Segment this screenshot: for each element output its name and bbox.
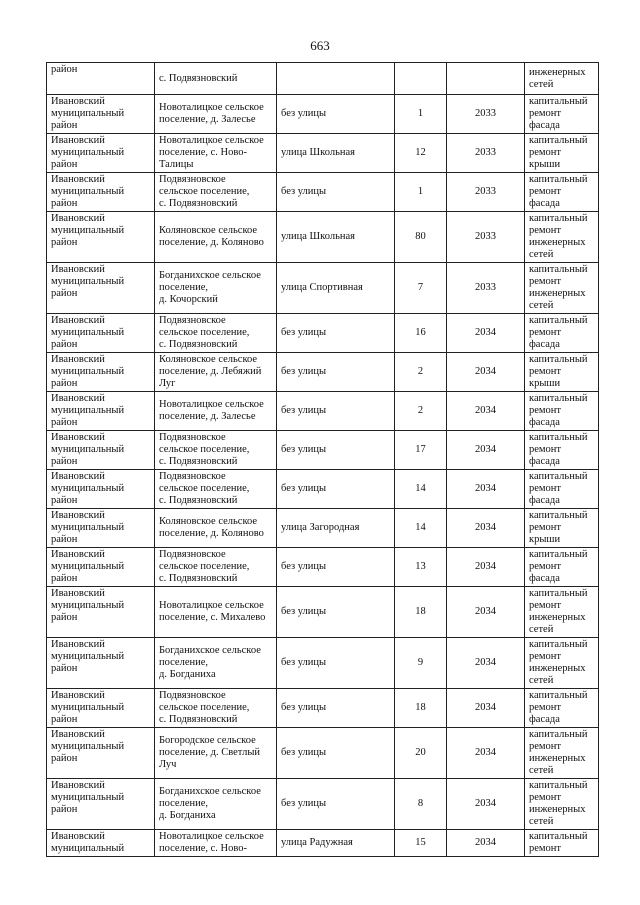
district-cell: [47, 548, 155, 587]
district-cell-text: Ивановский муниципальный район: [51, 471, 125, 506]
district-cell: [47, 587, 155, 638]
settlement-cell-text: Подвязновское сельское поселение, с. Подвязновский: [159, 432, 250, 467]
year-cell: [447, 431, 525, 470]
table-row: [47, 353, 599, 392]
house-number-cell: [395, 587, 447, 638]
district-cell: [47, 392, 155, 431]
work-type-cell-text: капитальный ремонт инженерных сетей: [529, 729, 588, 776]
street-cell-text: улица Радужная: [281, 837, 353, 848]
district-cell: [47, 431, 155, 470]
work-type-cell: [525, 95, 599, 134]
house-number-cell-text: 1: [417, 186, 424, 197]
table-row: [47, 63, 599, 95]
house-number-cell-text: 13: [415, 561, 426, 572]
street-cell: [277, 638, 395, 689]
year-cell: [447, 314, 525, 353]
table-row: [47, 689, 599, 728]
settlement-cell: [155, 314, 277, 353]
house-number-cell: [395, 353, 447, 392]
table-row: [47, 134, 599, 173]
settlement-cell: [155, 95, 277, 134]
table-row: [47, 587, 599, 638]
work-type-cell: [525, 830, 599, 857]
year-cell: [447, 509, 525, 548]
district-cell-text: Ивановский муниципальный район: [51, 729, 125, 764]
table-row: [47, 212, 599, 263]
year-cell-text: 2033: [475, 282, 496, 293]
street-cell-text: улица Школьная: [281, 231, 355, 242]
house-number-cell-text: 8: [417, 798, 424, 809]
street-cell: [277, 728, 395, 779]
year-cell: [447, 95, 525, 134]
district-cell-text: Ивановский муниципальный район: [51, 135, 125, 170]
house-number-cell-text: 20: [415, 747, 426, 758]
settlement-cell-text: Подвязновское сельское поселение, с. Подвязновский: [159, 549, 250, 584]
street-cell-text: без улицы: [281, 702, 327, 713]
settlement-cell: [155, 509, 277, 548]
year-cell-text: 2034: [475, 327, 496, 338]
year-cell-text: 2034: [475, 837, 496, 848]
year-cell: [447, 728, 525, 779]
house-number-cell: [395, 638, 447, 689]
work-type-cell: [525, 134, 599, 173]
work-type-cell-text: капитальный ремонт инженерных сетей: [529, 213, 588, 260]
house-number-cell: [395, 779, 447, 830]
house-number-cell: [395, 134, 447, 173]
street-cell: [277, 431, 395, 470]
table-row: [47, 314, 599, 353]
street-cell-text: без улицы: [281, 483, 327, 494]
district-cell: [47, 779, 155, 830]
table-row: [47, 431, 599, 470]
settlement-cell-text: Богданихское сельское поселение, д. Кочорский: [159, 270, 261, 305]
district-cell-text: Ивановский муниципальный: [51, 831, 125, 854]
district-cell: [47, 95, 155, 134]
street-cell-text: без улицы: [281, 444, 327, 455]
settlement-cell-text: Богородское сельское поселение, д. Светлый Луч: [159, 735, 261, 770]
street-cell: [277, 95, 395, 134]
year-cell: [447, 689, 525, 728]
house-number-cell-text: 1: [417, 108, 424, 119]
settlement-cell: [155, 779, 277, 830]
year-cell-text: 2034: [475, 483, 496, 494]
settlement-cell-text: Подвязновское сельское поселение, с. Подвязновский: [159, 315, 250, 350]
year-cell: [447, 173, 525, 212]
year-cell-text: 2034: [475, 606, 496, 617]
house-number-cell: [395, 509, 447, 548]
street-cell: [277, 314, 395, 353]
year-cell: [447, 587, 525, 638]
house-number-cell-text: 2: [417, 405, 424, 416]
table-row: [47, 173, 599, 212]
table-row: [47, 830, 599, 857]
district-cell-text: Ивановский муниципальный район: [51, 780, 125, 815]
street-cell: [277, 830, 395, 857]
year-cell: [447, 134, 525, 173]
year-cell-text: 2034: [475, 405, 496, 416]
year-cell: [447, 392, 525, 431]
settlement-cell-text: Новоталицкое сельское поселение, д. Залесье: [159, 399, 264, 422]
house-number-cell-text: 17: [415, 444, 426, 455]
settlement-cell-text: Подвязновское сельское поселение, с. Подвязновский: [159, 174, 250, 209]
street-cell-text: без улицы: [281, 606, 327, 617]
year-cell: [447, 263, 525, 314]
work-type-cell-text: капитальный ремонт инженерных сетей: [529, 780, 588, 827]
district-cell: [47, 728, 155, 779]
year-cell: [447, 63, 525, 95]
work-type-cell-text: капитальный ремонт фасада: [529, 549, 588, 584]
district-cell-text: район: [51, 64, 78, 75]
district-cell-text: Ивановский муниципальный район: [51, 510, 125, 545]
district-cell-text: Ивановский муниципальный район: [51, 213, 125, 248]
street-cell: [277, 509, 395, 548]
settlement-cell: [155, 689, 277, 728]
work-type-cell: [525, 548, 599, 587]
district-cell: [47, 134, 155, 173]
street-cell-text: без улицы: [281, 186, 327, 197]
street-cell: [277, 548, 395, 587]
year-cell-text: 2034: [475, 657, 496, 668]
house-number-cell: [395, 728, 447, 779]
district-cell-text: Ивановский муниципальный район: [51, 315, 125, 350]
work-type-cell-text: капитальный ремонт фасада: [529, 432, 588, 467]
house-number-cell: [395, 689, 447, 728]
street-cell-text: без улицы: [281, 327, 327, 338]
street-cell: [277, 353, 395, 392]
settlement-cell-text: с. Подвязновский: [159, 72, 238, 84]
work-type-cell: [525, 212, 599, 263]
street-cell-text: без улицы: [281, 747, 327, 758]
year-cell-text: 2034: [475, 702, 496, 713]
district-cell: [47, 353, 155, 392]
year-cell-text: 2034: [475, 522, 496, 533]
house-number-cell-text: 12: [415, 147, 426, 158]
table-row: [47, 728, 599, 779]
street-cell: [277, 134, 395, 173]
house-number-cell-text: 16: [415, 327, 426, 338]
district-cell: [47, 314, 155, 353]
house-number-cell-text: 18: [415, 606, 426, 617]
district-cell: [47, 470, 155, 509]
house-number-cell: [395, 548, 447, 587]
house-number-cell-text: 9: [417, 657, 424, 668]
work-type-cell-text: капитальный ремонт крыши: [529, 135, 588, 170]
house-number-cell-text: 2: [417, 366, 424, 377]
street-cell: [277, 392, 395, 431]
work-type-cell: [525, 263, 599, 314]
settlement-cell: [155, 212, 277, 263]
street-cell: [277, 470, 395, 509]
settlement-cell: [155, 431, 277, 470]
table-row: [47, 509, 599, 548]
year-cell-text: 2034: [475, 444, 496, 455]
settlement-cell: [155, 728, 277, 779]
settlement-cell: [155, 638, 277, 689]
district-cell-text: Ивановский муниципальный район: [51, 549, 125, 584]
district-cell-text: Ивановский муниципальный район: [51, 264, 125, 299]
year-cell: [447, 638, 525, 689]
settlement-cell: [155, 830, 277, 857]
settlement-cell-text: Новоталицкое сельское поселение, с. Михалево: [159, 600, 266, 623]
settlement-cell-text: Коляновское сельское поселение, д. Коляново: [159, 516, 264, 539]
street-cell: [277, 212, 395, 263]
street-cell: [277, 587, 395, 638]
work-type-cell: [525, 431, 599, 470]
year-cell: [447, 779, 525, 830]
year-cell: [447, 353, 525, 392]
work-type-cell-text: капитальный ремонт инженерных сетей: [529, 588, 588, 635]
table-row: [47, 548, 599, 587]
year-cell: [447, 830, 525, 857]
district-cell-text: Ивановский муниципальный район: [51, 174, 125, 209]
table-row: [47, 779, 599, 830]
district-cell-text: Ивановский муниципальный район: [51, 432, 125, 467]
year-cell: [447, 470, 525, 509]
district-cell: [47, 263, 155, 314]
settlement-cell-text: Новоталицкое сельское поселение, с. Ново-: [159, 831, 264, 854]
street-cell-text: без улицы: [281, 657, 327, 668]
year-cell-text: 2033: [475, 108, 496, 119]
work-type-cell: [525, 470, 599, 509]
settlement-cell: [155, 263, 277, 314]
district-cell-text: Ивановский муниципальный район: [51, 354, 125, 389]
work-type-cell-text: капитальный ремонт фасада: [529, 471, 588, 506]
table-row: [47, 638, 599, 689]
house-number-cell: [395, 263, 447, 314]
district-cell-text: Ивановский муниципальный район: [51, 393, 125, 428]
settlement-cell-text: Новоталицкое сельское поселение, с. Ново- Талицы: [159, 135, 264, 170]
work-type-cell-text: инженерных сетей: [529, 66, 586, 90]
settlement-cell-text: Богданихское сельское поселение, д. Богданиха: [159, 786, 261, 821]
settlement-cell: [155, 173, 277, 212]
table-row: [47, 263, 599, 314]
work-type-cell-text: капитальный ремонт крыши: [529, 510, 588, 545]
house-number-cell: [395, 173, 447, 212]
house-number-cell: [395, 212, 447, 263]
house-number-cell: [395, 63, 447, 95]
settlement-cell-text: Коляновское сельское поселение, д. Коляново: [159, 225, 264, 248]
table-row: [47, 392, 599, 431]
district-cell-text: Ивановский муниципальный район: [51, 588, 125, 623]
work-type-cell: [525, 509, 599, 548]
settlement-cell-text: Подвязновское сельское поселение, с. Подвязновский: [159, 471, 250, 506]
house-number-cell: [395, 95, 447, 134]
settlement-cell-text: Коляновское сельское поселение, д. Лебяжий Луг: [159, 354, 262, 389]
year-cell-text: 2034: [475, 798, 496, 809]
year-cell-text: 2034: [475, 747, 496, 758]
table-row: [47, 470, 599, 509]
work-type-cell-text: капитальный ремонт крыши: [529, 354, 588, 389]
district-cell: [47, 638, 155, 689]
house-number-cell-text: 18: [415, 702, 426, 713]
table-row: [47, 95, 599, 134]
house-number-cell-text: 14: [415, 522, 426, 533]
house-number-cell-text: 80: [415, 231, 426, 242]
table-body: [47, 63, 599, 857]
settlement-cell: [155, 134, 277, 173]
work-type-cell-text: капитальный ремонт фасада: [529, 315, 588, 350]
year-cell-text: 2034: [475, 366, 496, 377]
settlement-cell-text: Богданихское сельское поселение, д. Богданиха: [159, 645, 261, 680]
settlement-cell: [155, 353, 277, 392]
year-cell-text: 2034: [475, 561, 496, 572]
street-cell: [277, 263, 395, 314]
work-type-cell-text: капитальный ремонт: [529, 831, 588, 854]
work-type-cell: [525, 587, 599, 638]
district-cell: [47, 173, 155, 212]
district-cell-text: Ивановский муниципальный район: [51, 96, 125, 131]
work-type-cell-text: капитальный ремонт инженерных сетей: [529, 264, 588, 311]
work-type-cell: [525, 353, 599, 392]
work-type-cell-text: капитальный ремонт фасада: [529, 393, 588, 428]
housing-repair-table: [46, 62, 599, 857]
street-cell: [277, 63, 395, 95]
house-number-cell: [395, 392, 447, 431]
street-cell-text: без улицы: [281, 561, 327, 572]
street-cell-text: без улицы: [281, 798, 327, 809]
district-cell: [47, 212, 155, 263]
district-cell: [47, 830, 155, 857]
year-cell-text: 2033: [475, 231, 496, 242]
settlement-cell: [155, 548, 277, 587]
district-cell: [47, 63, 155, 95]
district-cell: [47, 689, 155, 728]
settlement-cell: [155, 587, 277, 638]
work-type-cell-text: капитальный ремонт фасада: [529, 96, 588, 131]
year-cell-text: 2033: [475, 186, 496, 197]
settlement-cell-text: Новоталицкое сельское поселение, д. Залесье: [159, 102, 264, 125]
street-cell: [277, 173, 395, 212]
settlement-cell: [155, 470, 277, 509]
work-type-cell: [525, 728, 599, 779]
year-cell-text: 2033: [475, 147, 496, 158]
district-cell: [47, 509, 155, 548]
house-number-cell: [395, 830, 447, 857]
district-cell-text: Ивановский муниципальный район: [51, 690, 125, 725]
street-cell: [277, 779, 395, 830]
work-type-cell: [525, 638, 599, 689]
work-type-cell-text: капитальный ремонт фасада: [529, 690, 588, 725]
year-cell: [447, 548, 525, 587]
house-number-cell-text: 14: [415, 483, 426, 494]
house-number-cell-text: 7: [417, 282, 424, 293]
settlement-cell: [155, 392, 277, 431]
work-type-cell-text: капитальный ремонт инженерных сетей: [529, 639, 588, 686]
work-type-cell: [525, 392, 599, 431]
settlement-cell-text: Подвязновское сельское поселение, с. Подвязновский: [159, 690, 250, 725]
district-cell-text: Ивановский муниципальный район: [51, 639, 125, 674]
street-cell-text: улица Загородная: [281, 522, 360, 533]
house-number-cell: [395, 431, 447, 470]
street-cell-text: без улицы: [281, 108, 327, 119]
street-cell-text: без улицы: [281, 366, 327, 377]
house-number-cell: [395, 314, 447, 353]
work-type-cell: [525, 314, 599, 353]
settlement-cell: [155, 63, 277, 95]
work-type-cell: [525, 689, 599, 728]
street-cell-text: улица Спортивная: [281, 282, 363, 293]
work-type-cell: [525, 779, 599, 830]
work-type-cell: [525, 63, 599, 95]
street-cell-text: улица Школьная: [281, 147, 355, 158]
work-type-cell-text: капитальный ремонт фасада: [529, 174, 588, 209]
street-cell: [277, 689, 395, 728]
house-number-cell-text: 15: [415, 837, 426, 848]
page-number: 663: [310, 38, 330, 53]
house-number-cell: [395, 470, 447, 509]
street-cell-text: без улицы: [281, 405, 327, 416]
work-type-cell: [525, 173, 599, 212]
year-cell: [447, 212, 525, 263]
